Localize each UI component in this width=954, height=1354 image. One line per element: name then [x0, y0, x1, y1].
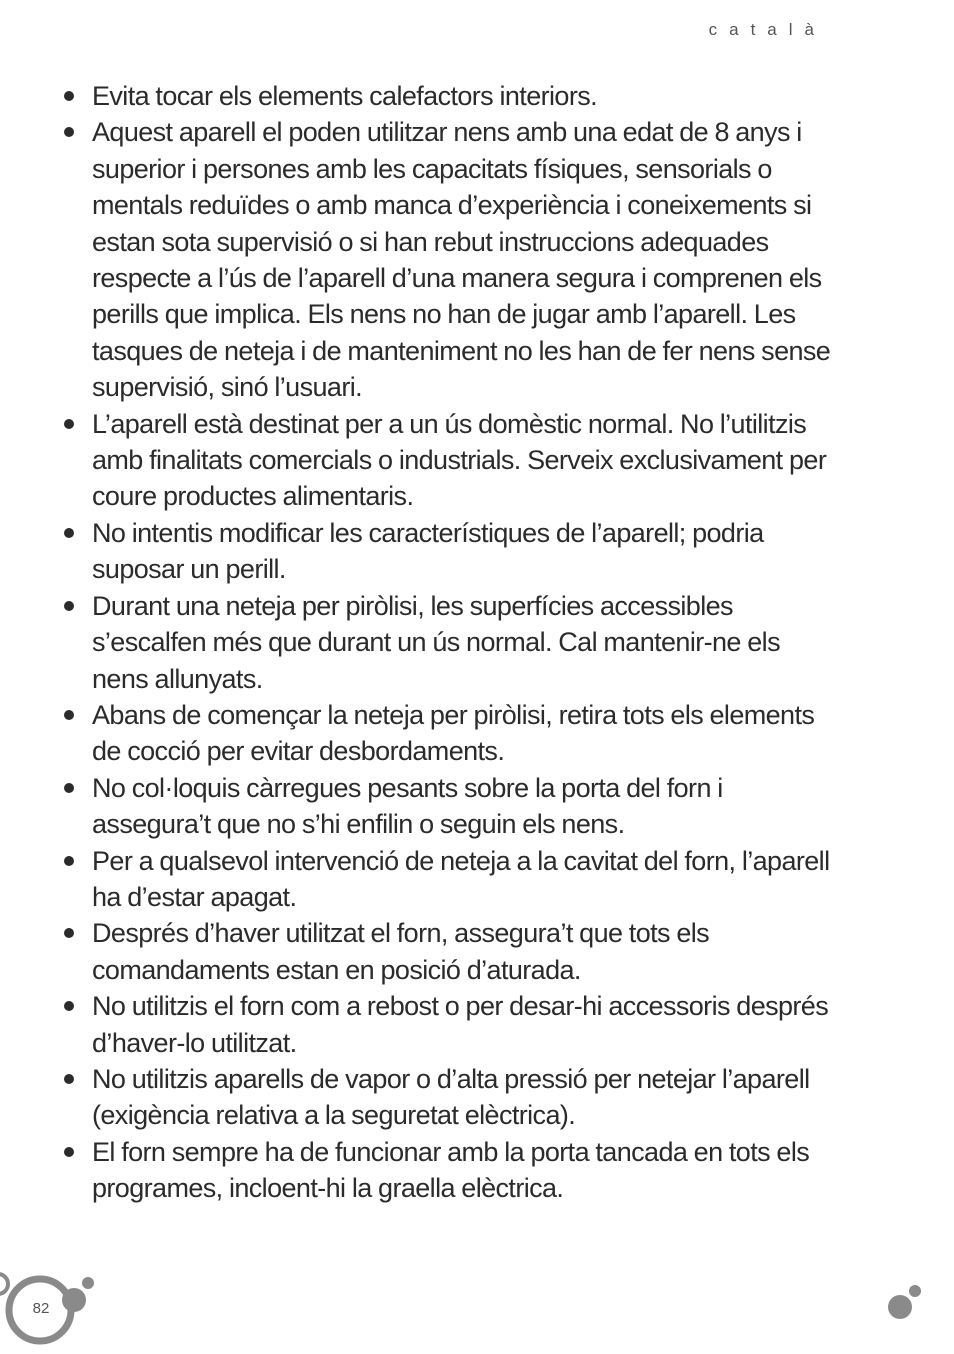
- bullet-icon: [64, 783, 74, 793]
- bullet-icon: [64, 856, 74, 866]
- list-item: [62, 843, 842, 916]
- list-item: [62, 588, 842, 697]
- list-item: [62, 915, 842, 988]
- list-item-text: L’aparell està destinat per a un ús domèstic normal. No l’utilitzis amb finalitats comercials o industrials. Serveix exclusivament per coure productes alimentaris.: [92, 408, 827, 512]
- list-item: [62, 1134, 842, 1207]
- bullet-icon: [64, 928, 74, 938]
- bullet-icon: [64, 1147, 74, 1157]
- bullet-icon: [64, 419, 74, 429]
- list-item-text: No col·loquis càrregues pesants sobre la porta del forn i assegura’t que no s’hi enfilin o seguin els nens.: [92, 772, 723, 840]
- list-item: [62, 697, 842, 770]
- list-item: [62, 78, 842, 114]
- list-item-text: Per a qualsevol intervenció de neteja a la cavitat del forn, l’aparell ha d’estar apagat.: [92, 845, 830, 912]
- list-item: [62, 770, 842, 843]
- list-item-text: No utilitzis aparells de vapor o d’alta pressió per netejar l’aparell (exigència relativa a la seguretat elèctrica).: [92, 1063, 810, 1131]
- circles-decoration-right: [880, 1280, 930, 1330]
- language-header: català: [708, 20, 826, 39]
- bullet-icon: [64, 91, 74, 101]
- bullet-icon: [64, 1001, 74, 1011]
- list-item: [62, 114, 842, 405]
- bullet-icon: [64, 710, 74, 720]
- bullet-icon: [64, 528, 74, 538]
- list-item-text: Abans de començar la neteja per piròlisi, retira tots els elements de cocció per evitar desbordaments.: [92, 699, 815, 767]
- list-item-text: Evita tocar els elements calefactors interiors.: [92, 81, 598, 111]
- bullet-icon: [64, 127, 74, 137]
- list-item-text: El forn sempre ha de funcionar amb la porta tancada en tots els programes, incloent-hi la graella elèctrica.: [92, 1136, 810, 1204]
- bullet-icon: [64, 1074, 74, 1084]
- page-number: 82: [32, 1300, 50, 1317]
- list-item: [62, 988, 842, 1061]
- list-item-text: Aquest aparell el poden utilitzar nens amb una edat de 8 anys i superior i persones amb les capacitats físiques, sensorials o mentals reduïdes o amb manca d’experiència i coneixements si estan sota supervisió o si han rebut instruccions adequades respecte a l’ús de l’aparell d’una manera segura i comprenen els perills que implica. Els nens no han de jugar amb l’aparell. Les tasques de neteja i de manteniment no les han de fer nens sense supervisió, sinó l’usuari.: [92, 117, 831, 403]
- list-item-text: Durant una neteja per piròlisi, les superfícies accessibles s’escalfen més que durant un ús normal. Cal mantenir-ne els nens allunyats.: [92, 590, 780, 694]
- list-item-text: No intentis modificar les característiques de l’aparell; podria suposar un perill.: [92, 517, 764, 585]
- bullet-icon: [64, 601, 74, 611]
- list-item-text: No utilitzis el forn com a rebost o per desar-hi accessoris després d’haver-lo utilitzat.: [92, 991, 829, 1058]
- list-item-text: Després d’haver utilitzat el forn, assegura’t que tots els comandaments estan en posició d’aturada.: [92, 918, 710, 985]
- list-item: [62, 406, 842, 515]
- safety-instructions-list: [62, 78, 842, 1207]
- list-item: [62, 515, 842, 588]
- list-item: [62, 1061, 842, 1134]
